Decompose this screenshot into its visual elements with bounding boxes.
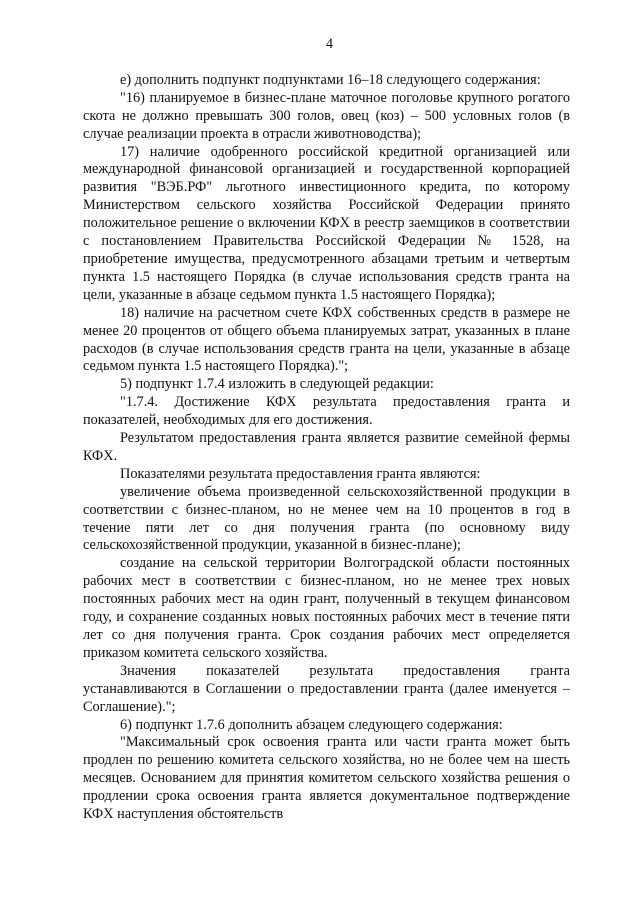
paragraph-amendment-e: е) дополнить подпункт подпунктами 16–18 следующего содержания: bbox=[120, 71, 541, 88]
page-number: 4 bbox=[325, 36, 334, 52]
paragraph-max-term: "Максимальный срок освоения гранта или части гранта может быть продлен по решению комитета сельского хозяйства, но не более чем на шесть месяцев. Основанием для принятия комитетом сельского хозяйства решения о продлении срока освоения гранта является документальное подтверждение КФХ наступления обстоятельств bbox=[83, 734, 570, 823]
paragraph-indicator-jobs: создание на сельской территории Волгоградской области постоянных рабочих мест в соответствии с бизнес-планом, но не менее трех новых постоянных рабочих мест на один грант, полученный в текущем финансовом году, и сохранение созданных новых постоянных рабочих мест в течение пяти лет со дня получения гранта. Срок создания рабочих мест определяется приказом комитета сельского хозяйства. bbox=[83, 555, 570, 661]
paragraph-indicators-intro: Показателями результата предоставления гранта являются: bbox=[120, 465, 481, 482]
paragraph-amendment-6: 6) подпункт 1.7.6 дополнить абзацем следующего содержания: bbox=[120, 716, 503, 733]
paragraph-indicator-production: увеличение объема произведенной сельскохозяйственной продукции в соответствии с бизнес-планом, но не менее чем на 10 процентов в год в течение пяти лет со дня получения гранта (по основному виду сельскохозяйственной продукции, указанной в бизнес-плане); bbox=[83, 483, 570, 554]
paragraph-clause-1-7-4: "1.7.4. Достижение КФХ результата предоставления гранта и показателей, необходимых для его достижения. bbox=[83, 394, 570, 429]
paragraph-item-18: 18) наличие на расчетном счете КФХ собственных средств в размере не менее 20 процентов от общего объема планируемых затрат, указанных в плане расходов (в случае использования средств гранта на цели, указанные в абзаце седьмом пункта 1.5 настоящего Порядка)."; bbox=[83, 304, 570, 375]
paragraph-grant-result: Результатом предоставления гранта является развитие семейной фермы КФХ. bbox=[83, 430, 570, 464]
paragraph-item-16: "16) планируемое в бизнес-плане маточное поголовье крупного рогатого скота не должно превышать 300 голов, овец (коз) – 500 условных голов (в случае реализации проекта в отрасли животноводства); bbox=[83, 89, 570, 142]
paragraph-amendment-5: 5) подпункт 1.7.4 изложить в следующей редакции: bbox=[120, 376, 434, 393]
paragraph-item-17: 17) наличие одобренного российской кредитной организацией или международной финансовой организацией и государственной корпорацией развития "ВЭБ.РФ" льготного инвестиционного кредита, по которому Министерством сельского хозяйства Российской Федерации принято положительное решение о включении КФХ в реестр заемщиков в соответствии с постановлением Правительства Российской Федерации № 1528, на приобретение имущества, предусмотренного абзацами третьим и четвертым пункта 1.5 настоящего Порядка (в случае использования средств гранта на цели, указанные в абзаце седьмом пункта 1.5 настоящего Порядка); bbox=[83, 143, 570, 303]
paragraph-indicator-values: Значения показателей результата предоставления гранта устанавливаются в Соглашении о предоставлении гранта (далее именуется – Соглашение)."; bbox=[83, 662, 570, 715]
